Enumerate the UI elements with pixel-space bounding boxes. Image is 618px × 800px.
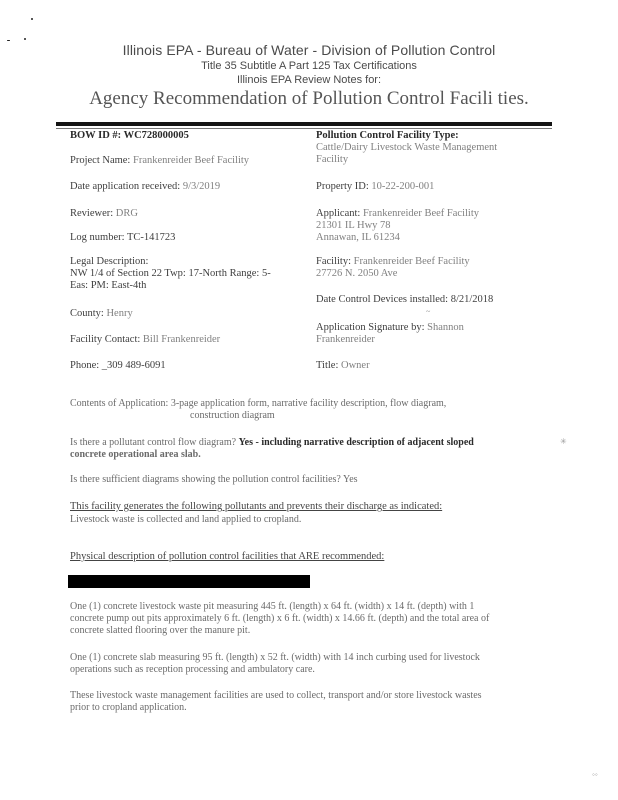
signature-label: Application Signature by: (316, 322, 425, 333)
signature-field (316, 322, 464, 334)
phone-field (70, 360, 166, 372)
contents-line-1: Contents of Application: 3-page application form, narrative facility description, flow diagram, (70, 398, 447, 409)
redaction-bar (68, 575, 310, 588)
reviewer-value: DRG (115, 208, 138, 219)
facility-type-label: Pollution Control Facility Type: (316, 130, 459, 141)
project-name-value: Frankenreider Beef Facility (132, 155, 250, 166)
installed-date-label: Date Control Devices installed: (316, 294, 449, 305)
scan-smudge: ✳ (560, 437, 567, 446)
county-field (70, 308, 133, 320)
applicant-label: Applicant: (316, 208, 361, 219)
property-id-label: Property ID: (316, 181, 369, 192)
diagrams-question-text: Is there sufficient diagrams showing the pollution control facilities? (70, 474, 341, 485)
installed-date-field (316, 294, 493, 306)
physical-description-heading: Physical description of pollution control facilities that ARE recommended: (70, 551, 385, 562)
facility-contact-label: Facility Contact: (70, 334, 141, 345)
log-number-value: TC-141723 (126, 232, 176, 243)
phone-value: _309 489-6091 (101, 360, 166, 371)
facility-contact-value: Bill Frankenreider (142, 334, 221, 345)
date-received-label: Date application received: (70, 181, 181, 192)
reviewer-label: Reviewer: (70, 208, 114, 219)
facility-contact-field (70, 334, 220, 346)
paragraph-3-line-1: These livestock waste management facilities are used to collect, transport and/or store livestock wastes (70, 690, 482, 701)
pollutants-text: Livestock waste is collected and land applied to cropland. (70, 514, 302, 525)
title-value: Owner (341, 360, 370, 371)
pollutants-heading: This facility generates the following pollutants and prevents their discharge as indicated: (70, 501, 443, 512)
scan-speck (7, 40, 10, 41)
contents-line-2: construction diagram (190, 410, 275, 421)
date-received-field (70, 181, 220, 193)
signature-first-name: Shannon (427, 322, 464, 333)
legal-description-label: Legal Description: (70, 256, 149, 267)
property-id-value: 10-22-200-001 (371, 181, 435, 192)
legal-description-line-1: NW 1/4 of Section 22 Twp: 17-North Range: 5- (70, 268, 271, 279)
header-rule-thin (56, 128, 552, 129)
scan-smudge: ◦◦ (592, 770, 598, 779)
log-number-field (70, 232, 175, 244)
diagrams-question (70, 474, 358, 486)
regulation-subheader: Title 35 Subtitle A Part 125 Tax Certifications (201, 60, 417, 72)
facility-label: Facility: (316, 256, 351, 267)
log-number-label: Log number: (70, 232, 125, 243)
facility-type-line-2: Facility (316, 154, 349, 165)
applicant-address-2: Annawan, IL 61234 (316, 232, 400, 243)
paragraph-2-line-1: One (1) concrete slab measuring 95 ft. (length) x 52 ft. (width) with 14 inch curbing used for livestock (70, 652, 480, 663)
diagrams-answer: Yes (343, 474, 358, 485)
paragraph-1-line-2: concrete pump out pits approximately 6 ft. (length) x 6 ft. (width) x 14.66 ft. (depth) and the total area of (70, 613, 490, 624)
paragraph-1-line-3: concrete slatted flooring over the manure pit. (70, 625, 251, 636)
facility-name: Frankenreider Beef Facility (353, 256, 470, 267)
applicant-name: Frankenreider Beef Facility (362, 208, 479, 219)
bow-id: BOW ID #: WC728000005 (70, 130, 189, 141)
title-field (316, 360, 370, 372)
flow-diagram-answer: Yes - including narrative description of adjacent sloped (238, 437, 474, 448)
applicant-address-1: 21301 IL Hwy 78 (316, 220, 391, 231)
signature-last-name: Frankenreider (316, 334, 375, 345)
flow-diagram-answer-line-2: concrete operational area slab. (70, 449, 201, 460)
flow-diagram-question (70, 437, 474, 449)
facility-type-line-1: Cattle/Dairy Livestock Waste Management (316, 142, 498, 153)
scan-speck (24, 38, 26, 40)
paragraph-3-line-2: prior to cropland application. (70, 702, 187, 713)
phone-label: Phone: (70, 360, 100, 371)
county-value: Henry (106, 308, 133, 319)
applicant-field (316, 208, 479, 220)
property-id-field (316, 181, 434, 193)
project-name-label: Project Name: (70, 155, 131, 166)
header-rule-thick (56, 122, 552, 126)
reviewer-field (70, 208, 138, 220)
facility-address: 27726 N. 2050 Ave (316, 268, 398, 279)
installed-date-value: 8/21/2018 (450, 294, 494, 305)
title-label: Title: (316, 360, 339, 371)
page-title: Agency Recommendation of Pollution Control Facili ties. (89, 88, 529, 109)
scan-speck (31, 18, 33, 20)
project-name-field (70, 155, 249, 167)
date-received-value: 9/3/2019 (182, 181, 221, 192)
paragraph-1-line-1: One (1) concrete livestock waste pit measuring 445 ft. (length) x 64 ft. (width) x 14 ft. (depth) with 1 (70, 601, 475, 612)
review-notes-subheader: Illinois EPA Review Notes for: (236, 74, 382, 86)
facility-field (316, 256, 470, 268)
flow-diagram-question-text: Is there a pollutant control flow diagram? (70, 437, 237, 448)
legal-description-line-2: Eas: PM: East-4th (70, 280, 147, 291)
agency-header: Illinois EPA - Bureau of Water - Division of Pollution Control (122, 42, 496, 58)
paragraph-2-line-2: operations such as reception processing and ambulatory care. (70, 664, 315, 675)
county-label: County: (70, 308, 104, 319)
scan-smudge: ~ (426, 307, 431, 316)
